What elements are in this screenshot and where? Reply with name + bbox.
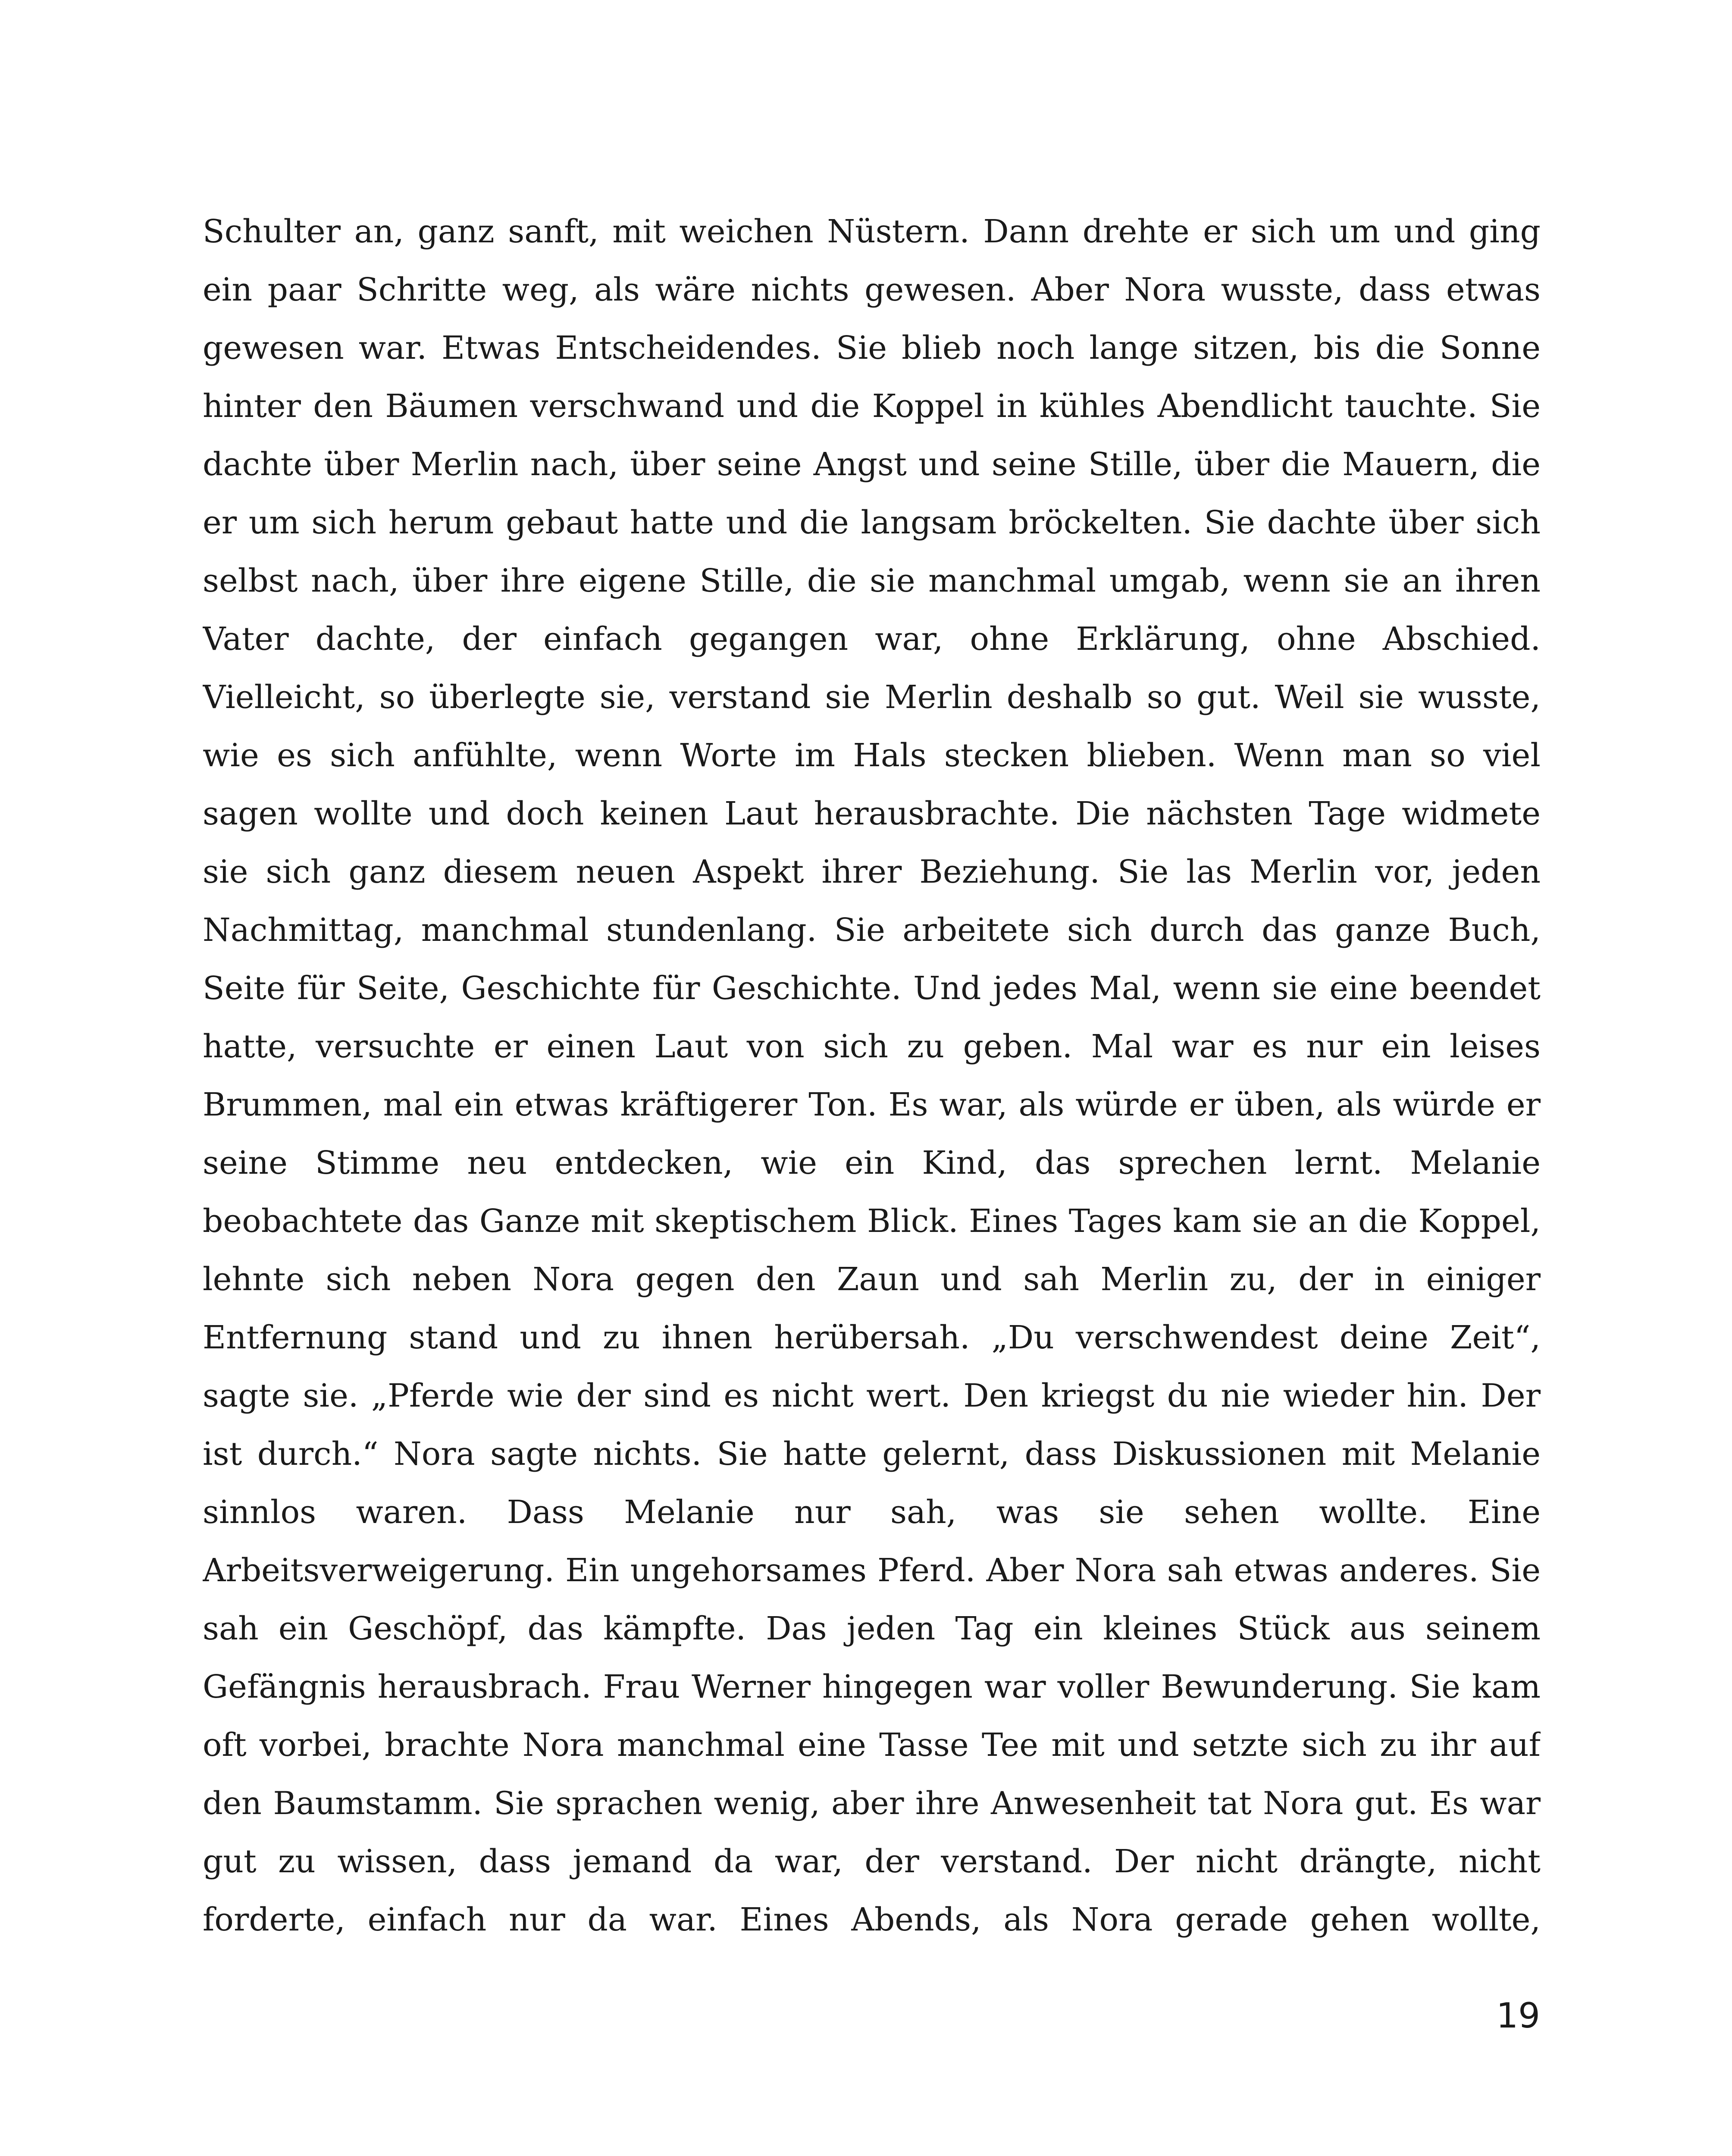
- body-text: [203, 203, 1541, 1949]
- text-line: Entfernung stand und zu ihnen herübersah. „Du verschwendest deine Zeit“,: [203, 1319, 1541, 1356]
- text-line: Gefängnis herausbrach. Frau Werner hingegen war voller Bewunderung. Sie kam: [203, 1668, 1541, 1705]
- text-line: Nachmittag, manchmal stundenlang. Sie arbeitete sich durch das ganze Buch,: [203, 912, 1541, 949]
- text-line: sie sich ganz diesem neuen Aspekt ihrer Beziehung. Sie las Merlin vor, jeden: [203, 853, 1541, 890]
- text-line: sagen wollte und doch keinen Laut herausbrachte. Die nächsten Tage widmete: [203, 795, 1541, 832]
- text-line: dachte über Merlin nach, über seine Angst und seine Stille, über die Mauern, die: [203, 446, 1541, 483]
- text-line: lehnte sich neben Nora gegen den Zaun und sah Merlin zu, der in einiger: [203, 1261, 1541, 1298]
- text-line: oft vorbei, brachte Nora manchmal eine Tasse Tee mit und setzte sich zu ihr auf: [203, 1727, 1541, 1764]
- page-number: 19: [1496, 1996, 1540, 2036]
- text-line: beobachtete das Ganze mit skeptischem Blick. Eines Tages kam sie an die Koppel,: [203, 1203, 1541, 1240]
- text-line: sagte sie. „Pferde wie der sind es nicht wert. Den kriegst du nie wieder hin. Der: [203, 1377, 1541, 1414]
- text-line: Seite für Seite, Geschichte für Geschichte. Und jedes Mal, wenn sie eine beendet: [203, 970, 1541, 1007]
- text-line: Vater dachte, der einfach gegangen war, ohne Erklärung, ohne Abschied.: [203, 620, 1541, 658]
- text-line: sah ein Geschöpf, das kämpfte. Das jeden Tag ein kleines Stück aus seinem: [203, 1610, 1541, 1647]
- text-line: Schulter an, ganz sanft, mit weichen Nüstern. Dann drehte er sich um und ging: [203, 213, 1541, 250]
- text-line: ist durch.“ Nora sagte nichts. Sie hatte gelernt, dass Diskussionen mit Melanie: [203, 1435, 1541, 1473]
- text-line: gut zu wissen, dass jemand da war, der verstand. Der nicht drängte, nicht: [203, 1843, 1541, 1880]
- text-line: sinnlos waren. Dass Melanie nur sah, was sie sehen wollte. Eine: [203, 1494, 1541, 1531]
- text-line: hinter den Bäumen verschwand und die Koppel in kühles Abendlicht tauchte. Sie: [203, 388, 1541, 425]
- text-line: ein paar Schritte weg, als wäre nichts gewesen. Aber Nora wusste, dass etwas: [203, 271, 1541, 308]
- text-line: gewesen war. Etwas Entscheidendes. Sie blieb noch lange sitzen, bis die Sonne: [203, 329, 1541, 367]
- text-line: hatte, versuchte er einen Laut von sich zu geben. Mal war es nur ein leises: [203, 1028, 1541, 1065]
- text-line: den Baumstamm. Sie sprachen wenig, aber ihre Anwesenheit tat Nora gut. Es war: [203, 1785, 1541, 1822]
- text-line: forderte, einfach nur da war. Eines Abends, als Nora gerade gehen wollte,: [203, 1901, 1541, 1938]
- text-line: wie es sich anfühlte, wenn Worte im Hals stecken blieben. Wenn man so viel: [203, 737, 1541, 774]
- text-line: selbst nach, über ihre eigene Stille, die sie manchmal umgab, wenn sie an ihren: [203, 562, 1541, 599]
- text-line: Arbeitsverweigerung. Ein ungehorsames Pferd. Aber Nora sah etwas anderes. Sie: [203, 1552, 1541, 1589]
- text-line: Brummen, mal ein etwas kräftigerer Ton. Es war, als würde er üben, als würde er: [203, 1086, 1541, 1123]
- text-line: Vielleicht, so überlegte sie, verstand sie Merlin deshalb so gut. Weil sie wusste,: [203, 679, 1541, 716]
- text-line: er um sich herum gebaut hatte und die langsam bröckelten. Sie dachte über sich: [203, 504, 1541, 541]
- text-line: seine Stimme neu entdecken, wie ein Kind, das sprechen lernt. Melanie: [203, 1144, 1541, 1181]
